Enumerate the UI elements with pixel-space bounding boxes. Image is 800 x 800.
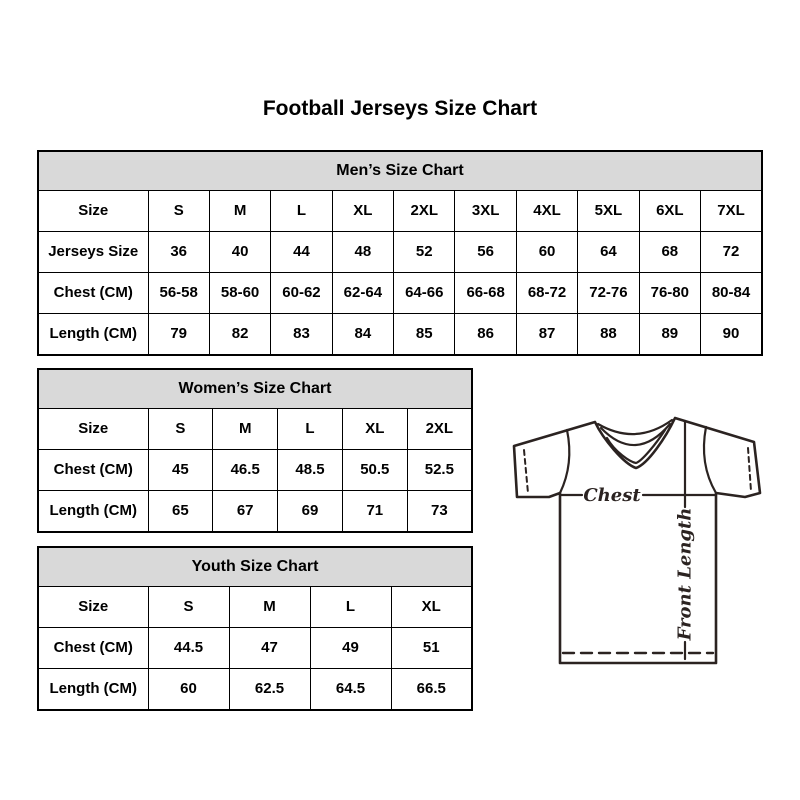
page-title: Football Jerseys Size Chart [262, 97, 538, 120]
table-title-row [38, 547, 472, 587]
row-label: Length (CM) [38, 314, 148, 356]
cell-value: 80-84 [701, 273, 762, 314]
cell-value: 64.5 [310, 669, 391, 711]
cell-value: 76-80 [639, 273, 700, 314]
table-title: Men’s Size Chart [38, 151, 762, 191]
cell-value: XL [391, 587, 472, 628]
table-title-row [38, 151, 762, 191]
cell-value: 64-66 [394, 273, 455, 314]
table-row [38, 628, 472, 669]
cell-value: 83 [271, 314, 332, 356]
cell-value: 47 [229, 628, 310, 669]
cell-value: 84 [332, 314, 393, 356]
table-row [38, 409, 472, 450]
row-label: Chest (CM) [38, 273, 148, 314]
cell-value: 36 [148, 232, 209, 273]
table-title-row [38, 369, 472, 409]
cell-value: 46.5 [213, 450, 278, 491]
cell-value: M [229, 587, 310, 628]
cell-value: 58-60 [209, 273, 270, 314]
cell-value: 44 [271, 232, 332, 273]
cell-value: 88 [578, 314, 639, 356]
cell-value: 68 [639, 232, 700, 273]
row-label: Chest (CM) [38, 450, 148, 491]
cell-value: S [148, 191, 209, 232]
cell-value: 87 [516, 314, 577, 356]
cell-value: 7XL [701, 191, 762, 232]
cell-value: 90 [701, 314, 762, 356]
cell-value: 85 [394, 314, 455, 356]
cell-value: 79 [148, 314, 209, 356]
cell-value: 4XL [516, 191, 577, 232]
cell-value: L [278, 409, 343, 450]
cell-value: 62-64 [332, 273, 393, 314]
cell-value: 56 [455, 232, 516, 273]
table-row [38, 273, 762, 314]
cell-value: 6XL [639, 191, 700, 232]
row-label: Jerseys Size [38, 232, 148, 273]
cell-value: L [271, 191, 332, 232]
cell-value: 48 [332, 232, 393, 273]
cell-value: 71 [342, 491, 407, 533]
cell-value: 66-68 [455, 273, 516, 314]
table-row [38, 314, 762, 356]
cell-value: 3XL [455, 191, 516, 232]
table-row [38, 450, 472, 491]
cell-value: XL [332, 191, 393, 232]
cell-value: 52.5 [407, 450, 472, 491]
mens-size-table [37, 150, 763, 356]
cell-value: 62.5 [229, 669, 310, 711]
cell-value: 72 [701, 232, 762, 273]
row-label: Length (CM) [38, 669, 148, 711]
cell-value: 82 [209, 314, 270, 356]
chest-label: Chest [583, 485, 641, 506]
table-row [38, 232, 762, 273]
cell-value: 69 [278, 491, 343, 533]
cell-value: S [148, 587, 229, 628]
cell-value: 66.5 [391, 669, 472, 711]
cell-value: XL [342, 409, 407, 450]
table-row [38, 587, 472, 628]
jersey-illustration [503, 402, 775, 670]
cell-value: 65 [148, 491, 213, 533]
cell-value: 40 [209, 232, 270, 273]
table-title: Women’s Size Chart [38, 369, 472, 409]
cell-value: 73 [407, 491, 472, 533]
cell-value: 86 [455, 314, 516, 356]
row-label: Size [38, 409, 148, 450]
youth-size-table [37, 546, 473, 711]
row-label: Size [38, 587, 148, 628]
row-label: Chest (CM) [38, 628, 148, 669]
table-title: Youth Size Chart [38, 547, 472, 587]
cell-value: S [148, 409, 213, 450]
cell-value: 51 [391, 628, 472, 669]
cell-value: L [310, 587, 391, 628]
front-length-label: Front Length [674, 507, 696, 641]
cell-value: 2XL [394, 191, 455, 232]
cell-value: 60-62 [271, 273, 332, 314]
table-row [38, 191, 762, 232]
cell-value: 56-58 [148, 273, 209, 314]
cell-value: 60 [516, 232, 577, 273]
cell-value: 2XL [407, 409, 472, 450]
cell-value: 89 [639, 314, 700, 356]
cell-value: 68-72 [516, 273, 577, 314]
cell-value: M [209, 191, 270, 232]
cell-value: 48.5 [278, 450, 343, 491]
cell-value: 49 [310, 628, 391, 669]
table-row [38, 669, 472, 711]
jersey-measurement-diagram [503, 402, 775, 670]
cell-value: M [213, 409, 278, 450]
cell-value: 44.5 [148, 628, 229, 669]
cell-value: 64 [578, 232, 639, 273]
table-row [38, 491, 472, 533]
row-label: Length (CM) [38, 491, 148, 533]
cell-value: 67 [213, 491, 278, 533]
cell-value: 60 [148, 669, 229, 711]
cell-value: 72-76 [578, 273, 639, 314]
womens-size-table [37, 368, 473, 533]
cell-value: 5XL [578, 191, 639, 232]
row-label: Size [38, 191, 148, 232]
cell-value: 52 [394, 232, 455, 273]
cell-value: 50.5 [342, 450, 407, 491]
cell-value: 45 [148, 450, 213, 491]
jersey-outline [514, 418, 760, 663]
